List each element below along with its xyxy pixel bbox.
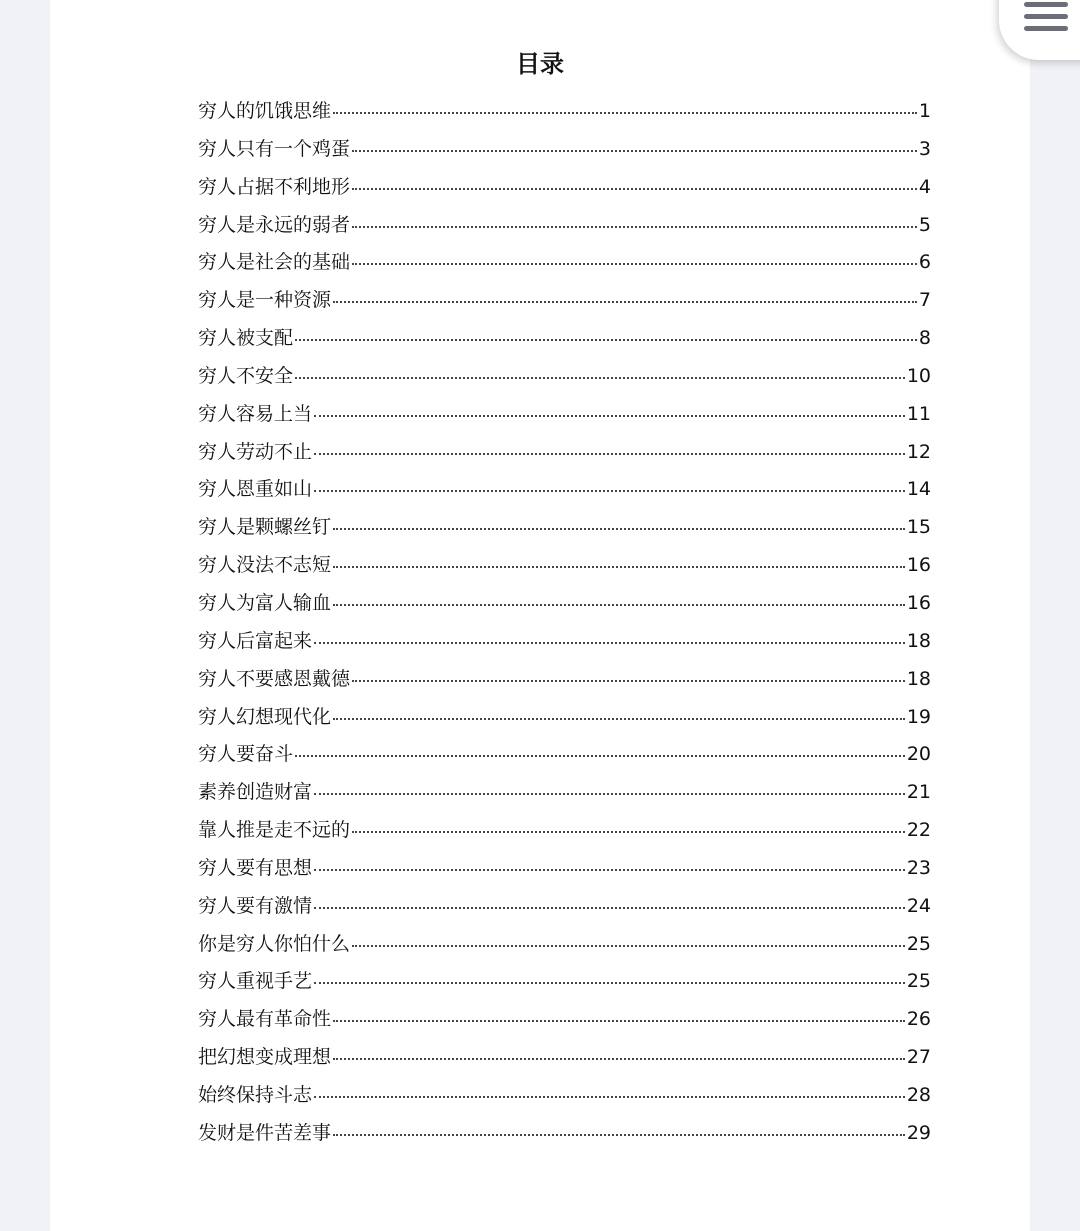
dot-leader <box>314 453 905 455</box>
toc-entry-label: 穷人要有激情 <box>198 894 313 917</box>
toc-entry-page: 18 <box>906 629 931 652</box>
toc-entry-label: 穷人劳动不止 <box>198 440 313 463</box>
toc-entry[interactable] <box>198 1077 931 1115</box>
dot-leader <box>333 528 905 530</box>
toc-entry-page: 6 <box>918 251 931 274</box>
toc-entry[interactable] <box>198 585 931 623</box>
toc-entry-page: 20 <box>906 743 931 766</box>
toc-list <box>198 93 931 1153</box>
toc-entry-page: 25 <box>906 970 931 993</box>
toc-entry-page: 1 <box>918 100 931 122</box>
dot-leader <box>314 982 905 984</box>
toc-entry-label: 穷人占据不利地形 <box>198 175 351 198</box>
toc-entry-label: 穷人重视手艺 <box>198 970 313 993</box>
toc-entry-page: 16 <box>906 591 931 614</box>
toc-entry[interactable] <box>198 396 931 434</box>
toc-entry[interactable] <box>198 93 931 131</box>
dot-leader <box>333 1058 905 1060</box>
toc-entry[interactable] <box>198 926 931 964</box>
dot-leader <box>295 755 905 757</box>
toc-entry-page: 15 <box>906 516 931 539</box>
dot-leader <box>314 793 905 795</box>
toc-entry-page: 8 <box>918 327 931 350</box>
dot-leader <box>314 869 905 871</box>
toc-entry-label: 穷人的饥饿思维 <box>198 100 332 122</box>
toc-entry-label: 穷人最有革命性 <box>198 1008 332 1031</box>
toc-entry-label: 穷人幻想现代化 <box>198 705 332 728</box>
toc-entry[interactable] <box>198 812 931 850</box>
toc-entry-label: 穷人不要感恩戴德 <box>198 667 351 690</box>
toc-entry-label: 穷人是社会的基础 <box>198 251 351 274</box>
dot-leader <box>333 112 917 114</box>
toc-entry-label: 穷人没法不志短 <box>198 554 332 577</box>
dot-leader <box>314 490 905 492</box>
toc-entry[interactable] <box>198 661 931 699</box>
dot-leader <box>352 188 917 190</box>
toc-entry-page: 27 <box>906 1046 931 1069</box>
toc-entry[interactable] <box>198 207 931 245</box>
dot-leader <box>352 680 905 682</box>
toc-entry[interactable] <box>198 699 931 737</box>
toc-entry-page: 10 <box>906 364 931 387</box>
page-title: 目录 <box>516 50 564 78</box>
dot-leader <box>333 718 905 720</box>
toc-entry-page: 24 <box>906 894 931 917</box>
toc-entry-label: 穷人是一种资源 <box>198 289 332 312</box>
toc-entry-page: 19 <box>906 705 931 728</box>
toc-entry-label: 素养创造财富 <box>198 781 313 804</box>
toc-entry[interactable] <box>198 358 931 396</box>
dot-leader <box>314 907 905 909</box>
toc-entry-page: 18 <box>906 667 931 690</box>
toc-entry[interactable] <box>198 1115 931 1153</box>
dot-leader <box>295 339 917 341</box>
toc-entry[interactable] <box>198 888 931 926</box>
toc-entry[interactable] <box>198 963 931 1001</box>
toc-entry-page: 26 <box>906 1008 931 1031</box>
dot-leader <box>333 1020 905 1022</box>
toc-entry[interactable] <box>198 1039 931 1077</box>
toc-entry-page: 23 <box>906 856 931 879</box>
toc-entry-label: 始终保持斗志 <box>198 1083 313 1106</box>
toc-entry-label: 穷人是永远的弱者 <box>198 213 351 236</box>
toc-entry-page: 12 <box>906 440 931 463</box>
toc-entry-page: 16 <box>906 554 931 577</box>
toc-entry-label: 穷人恩重如山 <box>198 478 313 501</box>
toc-entry-page: 14 <box>906 478 931 501</box>
dot-leader <box>352 831 905 833</box>
toc-entry[interactable] <box>198 320 931 358</box>
toc-entry-page: 7 <box>918 289 931 312</box>
toc-entry-label: 穷人要有思想 <box>198 856 313 879</box>
toc-entry[interactable] <box>198 131 931 169</box>
toc-entry-label: 穷人为富人输血 <box>198 591 332 614</box>
dot-leader <box>352 945 905 947</box>
toc-entry[interactable] <box>198 850 931 888</box>
toc-entry[interactable] <box>198 434 931 472</box>
toc-entry-page: 28 <box>906 1083 931 1106</box>
toc-entry-label: 你是穷人你怕什么 <box>198 932 351 955</box>
toc-entry-label: 穷人被支配 <box>198 327 294 350</box>
toc-entry-label: 穷人不安全 <box>198 364 294 387</box>
toc-entry[interactable] <box>198 471 931 509</box>
toc-entry-page: 25 <box>906 932 931 955</box>
toc-entry-label: 穷人要奋斗 <box>198 743 294 766</box>
toc-entry-page: 21 <box>906 781 931 804</box>
toc-entry-label: 发财是件苦差事 <box>198 1121 332 1144</box>
toc-entry[interactable] <box>198 547 931 585</box>
toc-entry-label: 穷人是颗螺丝钉 <box>198 516 332 539</box>
dot-leader <box>352 263 917 265</box>
toc-entry-label: 穷人后富起来 <box>198 629 313 652</box>
toc-entry-label: 把幻想变成理想 <box>198 1046 332 1069</box>
toc-entry-label: 靠人推是走不远的 <box>198 819 351 842</box>
dot-leader <box>333 1134 905 1136</box>
dot-leader <box>352 226 917 228</box>
toc-entry-label: 穷人容易上当 <box>198 402 313 425</box>
dot-leader <box>295 377 905 379</box>
document-page <box>50 0 1030 1231</box>
toc-entry-page: 11 <box>906 402 931 425</box>
dot-leader <box>333 566 905 568</box>
toc-entry-page: 3 <box>918 137 931 160</box>
toc-entry-page: 4 <box>918 175 931 198</box>
toc-entry[interactable] <box>198 282 931 320</box>
toc-entry-page: 5 <box>918 213 931 236</box>
toc-entry-page: 29 <box>906 1121 931 1144</box>
toc-entry[interactable] <box>198 1001 931 1039</box>
dot-leader <box>314 642 905 644</box>
dot-leader <box>333 301 917 303</box>
toc-entry[interactable] <box>198 623 931 661</box>
toc-entry-label: 穷人只有一个鸡蛋 <box>198 137 351 160</box>
toc-entry[interactable] <box>198 509 931 547</box>
dot-leader <box>314 415 905 417</box>
toc-entry[interactable] <box>198 244 931 282</box>
toc-entry[interactable] <box>198 774 931 812</box>
dot-leader <box>333 604 905 606</box>
dot-leader <box>314 1096 905 1098</box>
hamburger-menu-icon <box>1024 2 1068 32</box>
toc-entry-page: 22 <box>906 819 931 842</box>
dot-leader <box>352 150 917 152</box>
toc-entry[interactable] <box>198 169 931 207</box>
toc-entry[interactable] <box>198 736 931 774</box>
